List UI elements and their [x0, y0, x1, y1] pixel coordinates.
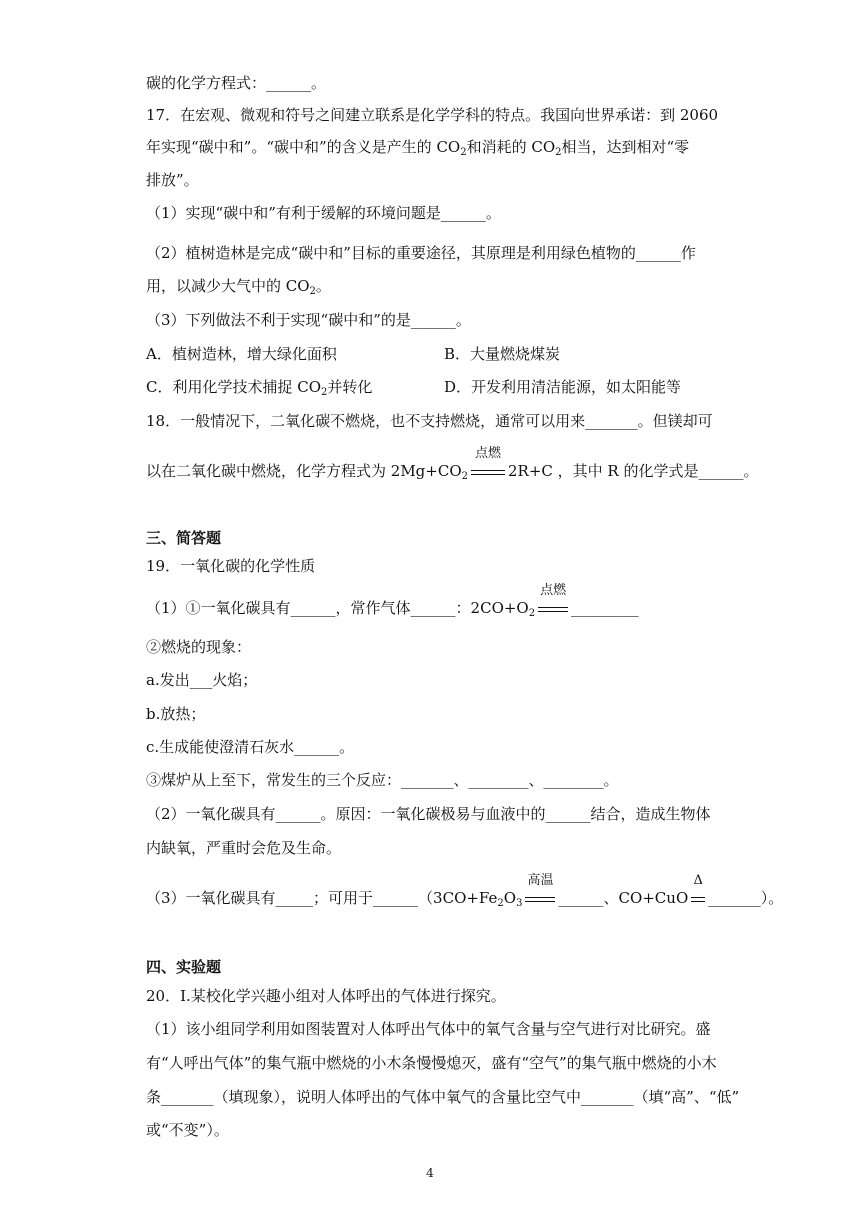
reaction-condition: 高温	[525, 888, 555, 908]
question-19: 19．一氧化碳的化学性质	[146, 557, 316, 575]
section-heading: 三、简答题	[146, 529, 222, 547]
option-a: A．植树造林，增大绿化面积	[146, 345, 337, 363]
text-line: 用，以减少大气中的 $CO_2$。	[146, 277, 331, 297]
text-line: ②燃烧的现象：	[146, 638, 252, 656]
question-17: 17．在宏观、微观和符号之间建立联系是化学学科的特点。我国向世界承诺：到 2060	[146, 106, 719, 124]
text-line: 年实现“碳中和”。“碳中和”的含义是产生的 $CO_2$和消耗的 $CO_2$相当，达到相对“零	[146, 138, 690, 158]
reaction-condition: 点燃	[471, 461, 505, 481]
sub-question: （3）下列做法不利于实现“碳中和”的是______。	[146, 311, 471, 329]
text-line: 或“不变”）。	[146, 1121, 229, 1139]
equation-line: （1）①一氧化碳具有______，常作气体______：$2CO+O_2$ 点燃 _________	[146, 583, 639, 619]
text-line: 排放”。	[146, 171, 199, 189]
text-line: ③煤炉从上至下，常发生的三个反应：_______、________、________。	[146, 771, 619, 789]
equation-line: 以在二氧化碳中燃烧，化学方程式为 $2Mg+CO_2$ 点燃 2R+C ，其中 R 的化学式是______。	[146, 446, 759, 482]
sub-question: （2）一氧化碳具有______。原因：一氧化碳极易与血液中的______结合，造成生物体	[146, 805, 711, 823]
reaction-condition: Δ	[691, 888, 705, 908]
equation-line: （3）一氧化碳具有_____；可用于$\_\_\_\_\_\_(3CO+Fe_2O_3$ 高温 ______、CO+CuO Δ _______）。	[146, 873, 784, 909]
sub-question: （1）该小组同学利用如图装置对人体呼出气体中的氧气含量与空气进行对比研究。盛	[146, 1020, 711, 1038]
sub-question: （2）植树造林是完成“碳中和”目标的重要途径，其原理是利用绿色植物的______作	[146, 244, 696, 262]
text-line: a.发出___火焰；	[146, 671, 258, 689]
sub-question: （1）实现“碳中和”有利于缓解的环境问题是______。	[146, 204, 501, 222]
section-heading: 四、实验题	[146, 958, 222, 976]
text-line: b.放热；	[146, 705, 206, 723]
question-18: 18．一般情况下，二氧化碳不燃烧，也不支持燃烧，通常可以用来_______。但镁却可	[146, 412, 713, 430]
text-line: 有“人呼出气体”的集气瓶中燃烧的小木条慢慢熄灭，盛有“空气”的集气瓶中燃烧的小木	[146, 1054, 717, 1072]
text-line: 条_______（填现象），说明人体呼出的气体中氧气的含量比空气中_______（填“高”、“低”	[146, 1088, 740, 1106]
question-20: 20．Ⅰ.某校化学兴趣小组对人体呼出的气体进行探究。	[146, 987, 506, 1005]
reaction-condition: 点燃	[538, 598, 568, 618]
text-line: 内缺氧，严重时会危及生命。	[146, 839, 342, 857]
option-d: D．开发利用清洁能源，如太阳能等	[444, 378, 682, 396]
text-line: c.生成能使澄清石灰水______。	[146, 738, 355, 756]
option-c: C．利用化学技术捕捉 $CO_2$并转化	[146, 378, 373, 398]
text-line: 碳的化学方程式：______。	[146, 74, 327, 92]
page-number: 4	[426, 1166, 434, 1180]
option-b: B．大量燃烧煤炭	[444, 345, 561, 363]
